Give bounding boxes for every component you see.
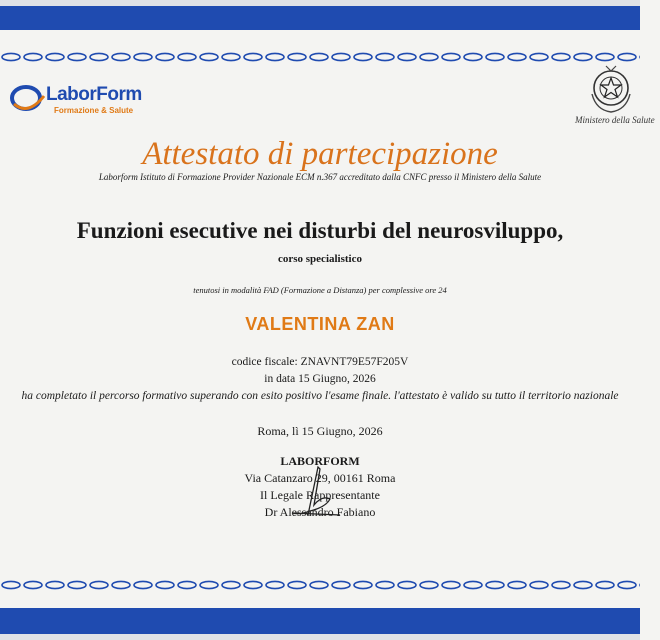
certificate-title: Attestato di partecipazione — [142, 136, 498, 172]
italian-emblem-icon — [586, 64, 636, 116]
course-title: Funzioni esecutive nei disturbi del neurosviluppo, — [76, 218, 564, 243]
top-blue-border — [0, 0, 640, 36]
logo-tagline: Formazione & Salute — [54, 106, 134, 115]
signer-role: Il Legale Rappresentante — [260, 488, 380, 502]
completion-statement: ha completato il percorso formativo superando con esito positivo l'esame finale. l'attestato è valido su tutto il territorio nazionale — [21, 390, 619, 402]
emblem-caption: Ministero della Salute — [575, 115, 655, 125]
laborform-logo — [8, 82, 158, 122]
handwritten-signature — [270, 455, 360, 530]
organization-name: LABORFORM — [280, 454, 360, 468]
logo-name: LaborForm — [46, 84, 142, 105]
laborform-swoosh-icon — [8, 82, 48, 118]
course-mode: tenutosi in modalità FAD (Formazione a Distanza) per complessive ore 24 — [193, 285, 447, 295]
fiscal-code: codice fiscale: ZNAVNT79E57F205V — [231, 356, 409, 368]
top-chain-border — [0, 50, 640, 64]
signer-name: Dr Alessandro Fabiano — [264, 505, 376, 519]
provider-subtitle: Laborform Istituto di Formazione Provider Nazionale ECM n.367 accreditato dalla CNFC presso il Ministero della Salute — [98, 172, 542, 182]
participant-name: VALENTINA ZAN — [245, 314, 395, 334]
bottom-blue-border — [0, 600, 640, 640]
bottom-chain-border — [0, 578, 640, 592]
organization-address: Via Catanzaro 29, 00161 Roma — [244, 471, 396, 485]
place-date: Roma, lì 15 Giugno, 2026 — [257, 424, 383, 438]
completion-date: in data 15 Giugno, 2026 — [264, 373, 376, 385]
course-subtitle: corso specialistico — [277, 253, 362, 265]
